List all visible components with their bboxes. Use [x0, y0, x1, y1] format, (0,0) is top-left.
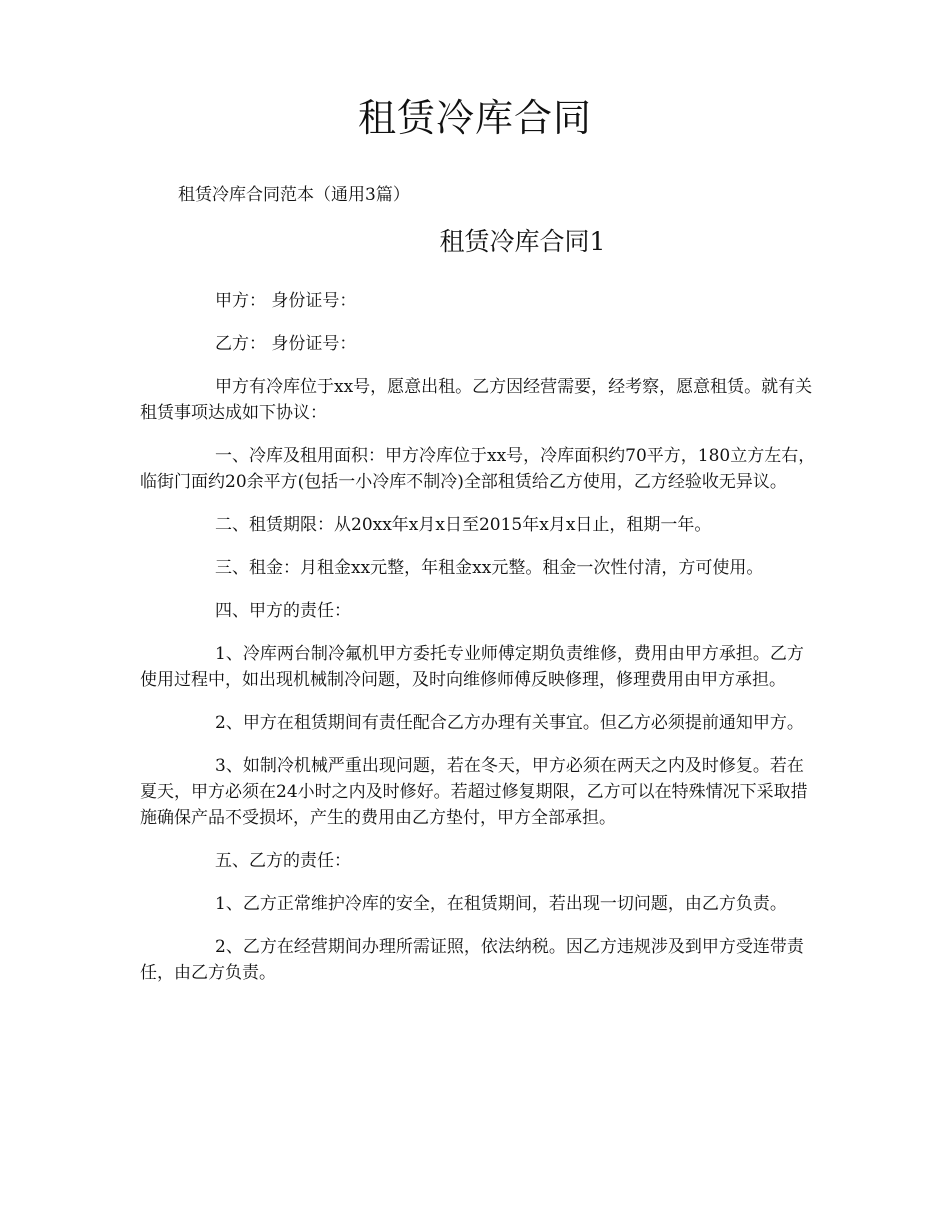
paragraph: 3、如制冷机械严重出现问题，若在冬天，甲方必须在两天之内及时修复。若在夏天，甲方必须在24小时之内及时修好。若超过修复期限，乙方可以在特殊情况下采取措施确保产品不受损坏，产生的费用由乙方垫付，甲方全部承担。: [140, 756, 808, 828]
party-b-line: 乙方： 身份证号：: [215, 334, 357, 354]
paragraph: 2、甲方在租赁期间有责任配合乙方办理有关事宜。但乙方必须提前通知甲方。: [215, 713, 804, 733]
clause-heading: 五、乙方的责任：: [215, 851, 351, 871]
paragraph: 一、冷库及租用面积：甲方冷库位于xx号，冷库面积约70平方，180立方左右，临街门面约20余平方(包括一小冷库不制冷)全部租赁给乙方使用，乙方经验收无异议。: [140, 446, 816, 492]
paragraph: 三、租金：月租金xx元整，年租金xx元整。租金一次性付清，方可使用。: [215, 558, 764, 578]
paragraph: 甲方有冷库位于xx号，愿意出租。乙方因经营需要，经考察，愿意租赁。就有关租赁事项达成如下协议：: [140, 377, 813, 423]
paragraph: 二、租赁期限：从20xx年x月x日至2015年x月x日止，租期一年。: [215, 515, 712, 535]
section-heading: 租赁冷库合同1: [439, 227, 606, 256]
paragraph: 1、乙方正常维护冷库的安全，在租赁期间，若出现一切问题，由乙方负责。: [215, 894, 787, 914]
clause-heading: 四、甲方的责任：: [215, 601, 351, 621]
document-title: 租赁冷库合同: [357, 96, 592, 140]
paragraph: 2、乙方在经营期间办理所需证照，依法纳税。因乙方违规涉及到甲方受连带责任，由乙方负责。: [140, 937, 804, 983]
party-a-line: 甲方： 身份证号：: [215, 291, 357, 311]
paragraph: 1、冷库两台制冷氟机甲方委托专业师傅定期负责维修，费用由甲方承担。乙方使用过程中，如出现机械制冷问题，及时向维修师傅反映修理，修理费用由甲方承担。: [140, 644, 804, 690]
document-subtitle: 租赁冷库合同范本（通用3篇）: [178, 185, 410, 205]
contract-body: [140, 288, 820, 1003]
